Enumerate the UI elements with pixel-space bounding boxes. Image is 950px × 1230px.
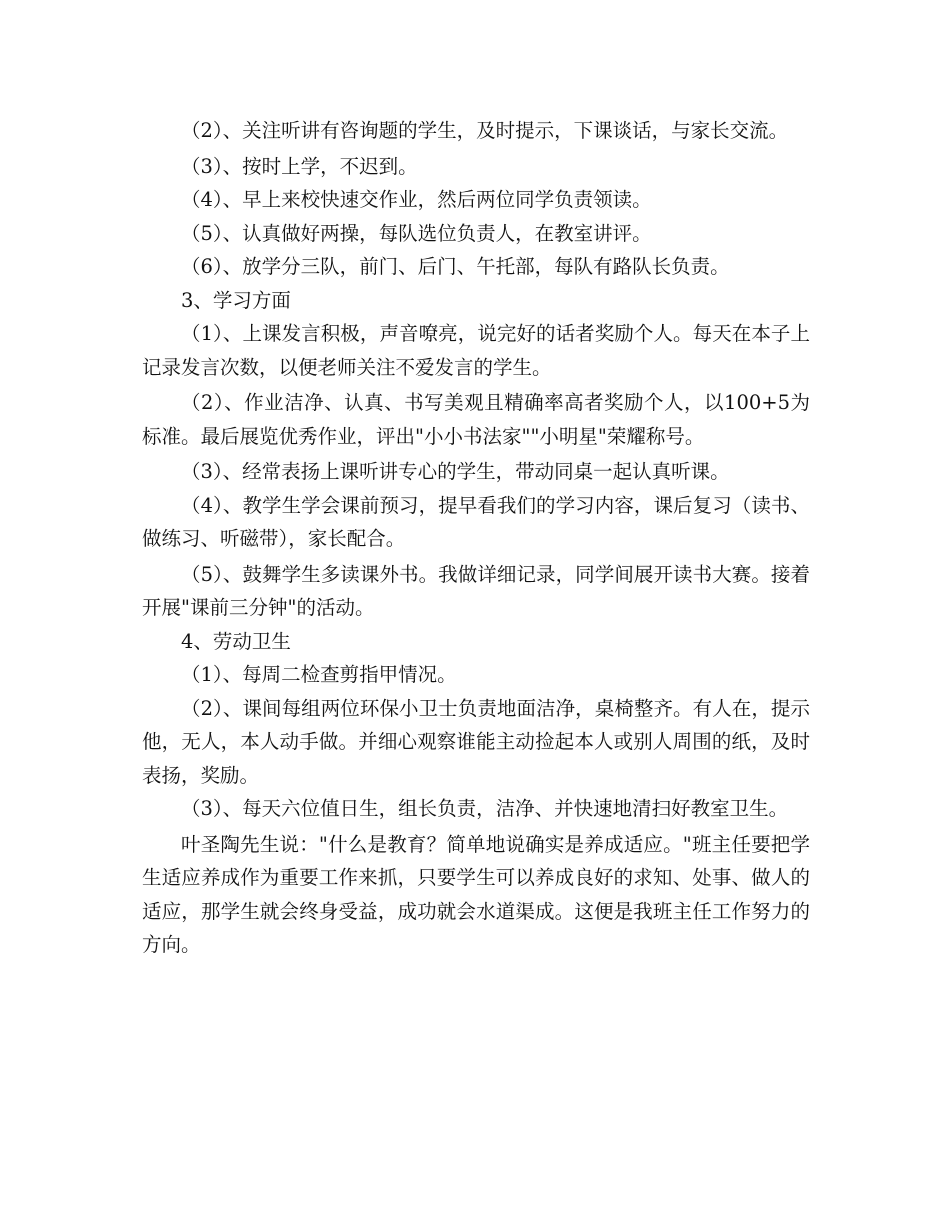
- section-heading-study: 3、学习方面: [181, 288, 291, 312]
- paragraph-on-time: （3）、按时上学，不迟到。: [181, 154, 418, 178]
- paragraph-conclusion-quote: 叶圣陶先生说："什么是教育？简单地说确实是养成适应。"班主任要把学生适应养成作为重要工作来抓，只要学生可以养成良好的求知、处事、做人的适应，那学生就会终身受益，成功就会水道渠成。这便是我班主任工作努力的方向。: [142, 832, 810, 956]
- paragraph-homework-quality: （2）、作业洁净、认真、书写美观且精确率高者奖励个人，以100+5为标准。最后展览优秀作业，评出"小小书法家""小明星"荣耀称号。: [142, 391, 810, 448]
- paragraph-environment-guards: （2）、课间每组两位环保小卫士负责地面洁净，桌椅整齐。有人在，提示他，无人，本人动手做。并细心观察谁能主动捡起本人或别人周围的纸，及时表扬，奖励。: [142, 696, 810, 787]
- paragraph-exercises: （5）、认真做好两操，每队选位负责人，在教室讲评。: [181, 221, 652, 245]
- paragraph-homework-reading: （4）、早上来校快速交作业，然后两位同学负责领读。: [181, 188, 652, 211]
- section-heading-labor-hygiene: 4、劳动卫生: [181, 629, 291, 653]
- paragraph-dismissal: （6）、放学分三队，前门、后门、午托部，每队有路队长负责。: [181, 255, 730, 278]
- paragraph-speaking-in-class: （1）、上课发言积极，声音嘹亮，说完好的话者奖励个人。每天在本子上记录发言次数，以便老师关注不爱发言的学生。: [142, 322, 810, 379]
- paragraph-praise-listening: （3）、经常表扬上课听讲专心的学生，带动同桌一起认真听课。: [181, 460, 730, 483]
- paragraph-nail-check: （1）、每周二检查剪指甲情况。: [181, 663, 457, 686]
- paragraph-preview-review: （4）、教学生学会课前预习，提早看我们的学习内容，课后复习（读书、做练习、听磁带），家长配合。: [142, 493, 810, 550]
- document-body: [142, 114, 810, 962]
- paragraph-attention-students: （2）、关注听讲有咨询题的学生，及时提示，下课谈话，与家长交流。: [181, 119, 789, 142]
- paragraph-extra-reading: （5）、鼓舞学生多读课外书。我做详细记录，同学间展开读书大赛。接着开展"课前三分钟"的活动。: [142, 562, 810, 619]
- paragraph-duty-students: （3）、每天六位值日生，组长负责，洁净、并快速地清扫好教室卫生。: [181, 797, 789, 820]
